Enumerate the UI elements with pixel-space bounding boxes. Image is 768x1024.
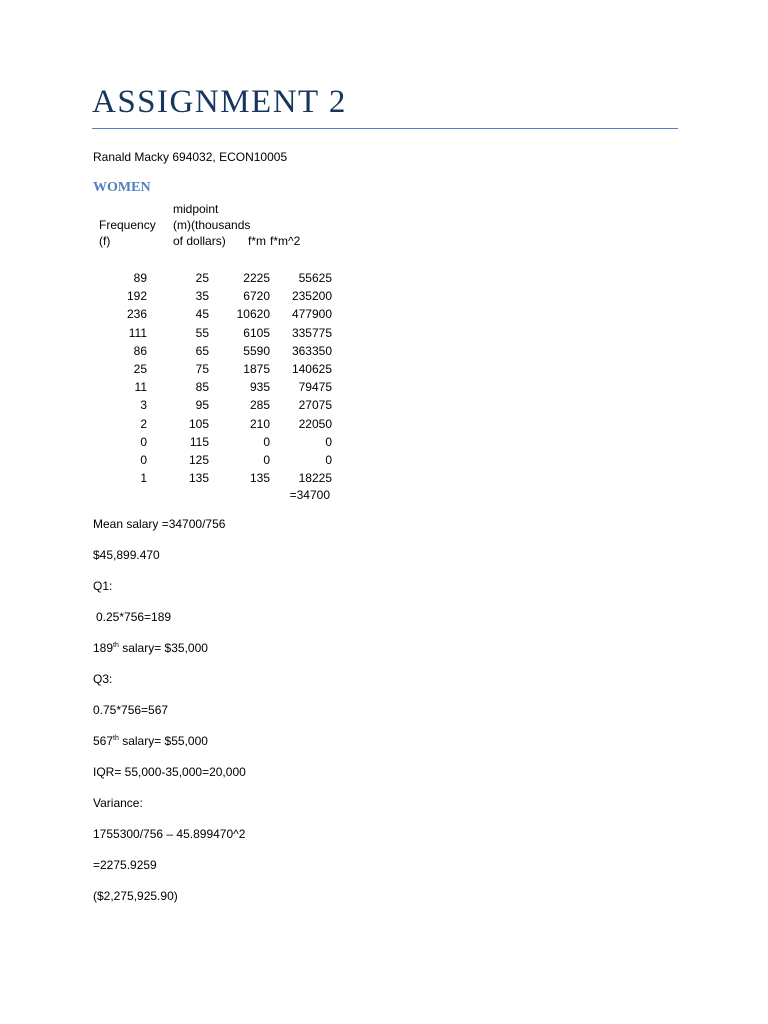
cell-fm2: 235200 (291, 289, 332, 304)
cell-fm: 285 (249, 398, 270, 413)
cell-fm2: 18225 (298, 471, 332, 486)
cell-fm: 0 (263, 434, 270, 449)
q1-position: 189 (93, 641, 114, 655)
cell-fm2: 22050 (298, 416, 332, 431)
header-frequency: Frequency (f) (99, 218, 156, 248)
q3-position: 567 (93, 734, 114, 748)
cell-m: 35 (195, 289, 209, 304)
cell-f: 0 (140, 452, 147, 467)
header-fm2: f*m^2 (270, 234, 301, 248)
fm-column (220, 269, 270, 487)
midpoint-column (160, 269, 209, 487)
cell-fm2: 335775 (291, 325, 332, 340)
q3-ordinal: th (113, 735, 119, 742)
cell-fm: 935 (249, 380, 270, 395)
cell-f: 1 (140, 471, 147, 486)
cell-m: 55 (195, 325, 209, 340)
cell-f: 25 (133, 361, 147, 376)
author-line: Ranald Macky 694032, ECON10005 (93, 150, 288, 164)
total-note: =34700 (289, 488, 330, 502)
cell-fm2: 363350 (291, 343, 332, 358)
q1-salary: salary= $35,000 (118, 641, 208, 655)
q3-salary: salary= $55,000 (118, 734, 208, 748)
cell-fm: 210 (249, 416, 270, 431)
q1-calc: 0.25*756=189 (96, 610, 172, 624)
cell-fm2: 0 (325, 434, 332, 449)
cell-m: 95 (195, 398, 209, 413)
document-title: ASSIGNMENT 2 (92, 84, 347, 120)
q1-ordinal: th (113, 642, 119, 649)
cell-m: 135 (188, 471, 209, 486)
cell-fm: 1875 (243, 361, 270, 376)
cell-fm2: 140625 (291, 361, 332, 376)
cell-fm: 2225 (243, 271, 270, 285)
cell-m: 75 (195, 361, 209, 376)
cell-fm2: 0 (325, 452, 332, 467)
cell-fm: 5590 (243, 343, 270, 358)
q3-salary-line (93, 734, 208, 748)
variance-label: Variance: (93, 796, 143, 810)
header-fm: f*m (248, 234, 266, 248)
fm2-column (270, 269, 332, 487)
cell-fm: 6105 (243, 325, 270, 340)
cell-fm2: 27075 (298, 398, 332, 413)
cell-fm2: 477900 (291, 307, 332, 322)
variance-result: =2275.9259 (93, 858, 157, 872)
cell-f: 86 (133, 343, 147, 358)
iqr-line: IQR= 55,000-35,000=20,000 (93, 765, 246, 779)
header-midpoint: midpoint (m)(thousands of dollars) (173, 202, 251, 248)
variance-dollars: ($2,275,925.90) (93, 889, 178, 903)
mean-value: $45,899.470 (93, 548, 160, 562)
frequency-column (100, 269, 147, 487)
cell-fm: 10620 (236, 307, 270, 322)
cell-fm: 0 (263, 452, 270, 467)
mean-label: Mean salary =34700/756 (93, 517, 226, 531)
q3-label: Q3: (93, 672, 113, 686)
cell-m: 45 (195, 307, 209, 322)
cell-f: 0 (140, 434, 147, 449)
cell-m: 105 (188, 416, 209, 431)
cell-f: 11 (134, 380, 147, 395)
cell-f: 89 (133, 271, 147, 285)
cell-fm2: 55625 (298, 271, 332, 285)
cell-m: 25 (195, 271, 209, 285)
cell-fm2: 79475 (298, 380, 332, 395)
section-heading: WOMEN (93, 180, 151, 195)
cell-m: 125 (188, 452, 209, 467)
cell-m: 85 (195, 380, 209, 395)
cell-f: 3 (140, 398, 147, 413)
cell-f: 192 (126, 289, 147, 304)
cell-f: 236 (126, 307, 147, 322)
q1-salary-line (93, 641, 208, 655)
q3-calc: 0.75*756=567 (93, 703, 169, 717)
cell-f: 111 (128, 325, 147, 340)
cell-m: 115 (189, 434, 209, 449)
variance-calc: 1755300/756 – 45.899470^2 (93, 827, 246, 841)
cell-m: 65 (195, 343, 209, 358)
q1-label: Q1: (93, 579, 113, 593)
cell-f: 2 (140, 416, 147, 431)
cell-fm: 6720 (243, 289, 270, 304)
cell-fm: 135 (249, 471, 270, 486)
title-underline (92, 128, 678, 129)
